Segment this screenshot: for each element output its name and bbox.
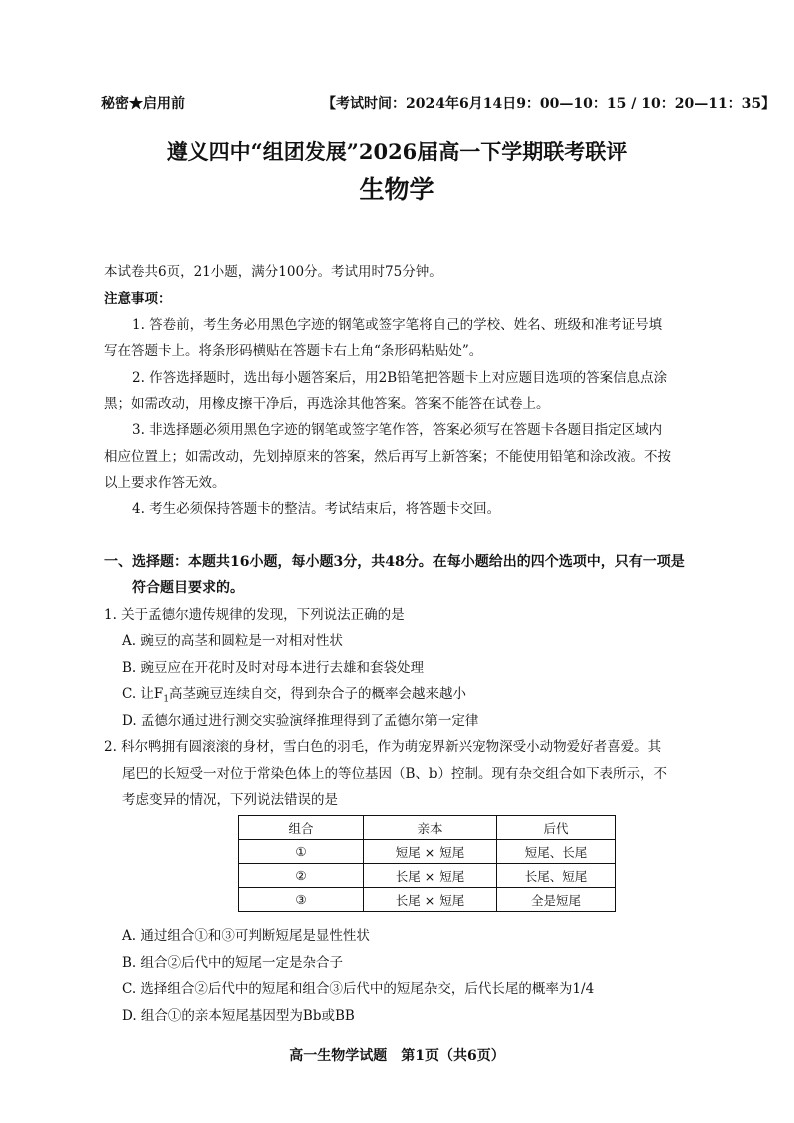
table-header-cell: 亲本 — [364, 816, 497, 840]
table-cell: ③ — [239, 888, 364, 912]
option-c-subscript: 1 — [163, 694, 170, 705]
question-1-option-c — [122, 682, 466, 705]
exam-time: 【考试时间：2024年6月14日9：00—10：15 / 10：20—11：35】 — [322, 96, 776, 112]
table-cell: 短尾、长尾 — [497, 840, 616, 864]
table-cell: ① — [239, 840, 364, 864]
secret-label: 秘密★启用前 — [101, 96, 185, 112]
note-3-line-3: 以上要求作答无效。 — [104, 475, 226, 491]
section-heading-line-1: 一、选择题：本题共16小题，每小题3分，共48分。在每小题给出的四个选项中，只有一项是 — [104, 554, 685, 570]
note-2-line-1: 2. 作答选择题时，选出每小题答案后，用2B铅笔把答题卡上对应题目选项的答案信息点涂 — [132, 370, 668, 386]
table-cell: 长尾、短尾 — [497, 864, 616, 888]
table-row — [239, 840, 616, 864]
table-row — [239, 888, 616, 912]
table-cell: 全是短尾 — [497, 888, 616, 912]
table-header-cell: 后代 — [497, 816, 616, 840]
question-1-option-d: D. 孟德尔通过进行测交实验演绎推理得到了孟德尔第一定律 — [122, 713, 479, 729]
table-row — [239, 864, 616, 888]
question-1-option-a: A. 豌豆的高茎和圆粒是一对相对性状 — [122, 633, 343, 649]
note-3-line-1: 3. 非选择题必须用黑色字迹的钢笔或签字笔作答，答案必须写在答题卡各题目指定区域内 — [132, 422, 663, 438]
table-cell: 长尾 × 短尾 — [364, 864, 497, 888]
question-1-stem: 1. 关于孟德尔遗传规律的发现，下列说法正确的是 — [104, 607, 405, 623]
option-c-prefix: C. 让F — [122, 686, 164, 702]
question-2-option-a: A. 通过组合①和③可判断短尾是显性性状 — [122, 928, 370, 944]
option-c-text: 高茎豌豆连续自交，得到杂合子的概率会越来越小 — [169, 686, 467, 702]
table-header-row — [239, 816, 616, 840]
question-2-stem-line-2: 尾巴的长短受一对位于常染色体上的等位基因（B、b）控制。现有杂交组合如下表所示，不 — [122, 766, 668, 782]
question-2-option-b: B. 组合②后代中的短尾一定是杂合子 — [122, 955, 344, 971]
question-2-stem-line-3: 考虑变异的情况，下列说法错误的是 — [122, 792, 338, 808]
note-1-line-2: 写在答题卡上。将条形码横贴在答题卡右上角“条形码粘贴处”。 — [104, 343, 483, 359]
cross-table — [238, 815, 616, 912]
note-3-line-2: 相应位置上；如需改动，先划掉原来的答案，然后再写上新答案；不能使用铅笔和涂改液。不按 — [104, 449, 671, 465]
page-footer: 高一生物学试题 第1页（共6页） — [289, 1048, 505, 1064]
table-cell: 短尾 × 短尾 — [364, 840, 497, 864]
table-cell: ② — [239, 864, 364, 888]
table-cell: 长尾 × 短尾 — [364, 888, 497, 912]
question-2-option-c: C. 选择组合②后代中的短尾和组合③后代中的短尾杂交，后代长尾的概率为1/4 — [122, 981, 595, 997]
exam-title: 遵义四中“组团发展”2026届高一下学期联考联评 — [166, 139, 628, 164]
note-2-line-2: 黑；如需改动，用橡皮擦干净后，再选涂其他答案。答案不能答在试卷上。 — [104, 396, 550, 412]
question-1-option-b: B. 豌豆应在开花时及时对母本进行去雄和套袋处理 — [122, 660, 425, 676]
exam-intro: 本试卷共6页，21小题，满分100分。考试用时75分钟。 — [104, 264, 443, 280]
section-heading-line-2: 符合题目要求的。 — [132, 580, 244, 596]
note-1-line-1: 1. 答卷前，考生务必用黑色字迹的钢笔或签字笔将自己的学校、姓名、班级和准考证号填 — [132, 317, 663, 333]
table-header-cell: 组合 — [239, 816, 364, 840]
notes-heading: 注意事项： — [104, 291, 172, 307]
question-2-stem-line-1: 2. 科尔鸭拥有圆滚滚的身材，雪白色的羽毛，作为萌宠界新兴宠物深受小动物爱好者喜爱。其 — [104, 739, 662, 755]
subject-title: 生物学 — [359, 175, 435, 204]
question-2-option-d: D. 组合①的亲本短尾基因型为Bb或BB — [122, 1008, 355, 1024]
note-4: 4. 考生必须保持答题卡的整洁。考试结束后，将答题卡交回。 — [132, 501, 501, 517]
